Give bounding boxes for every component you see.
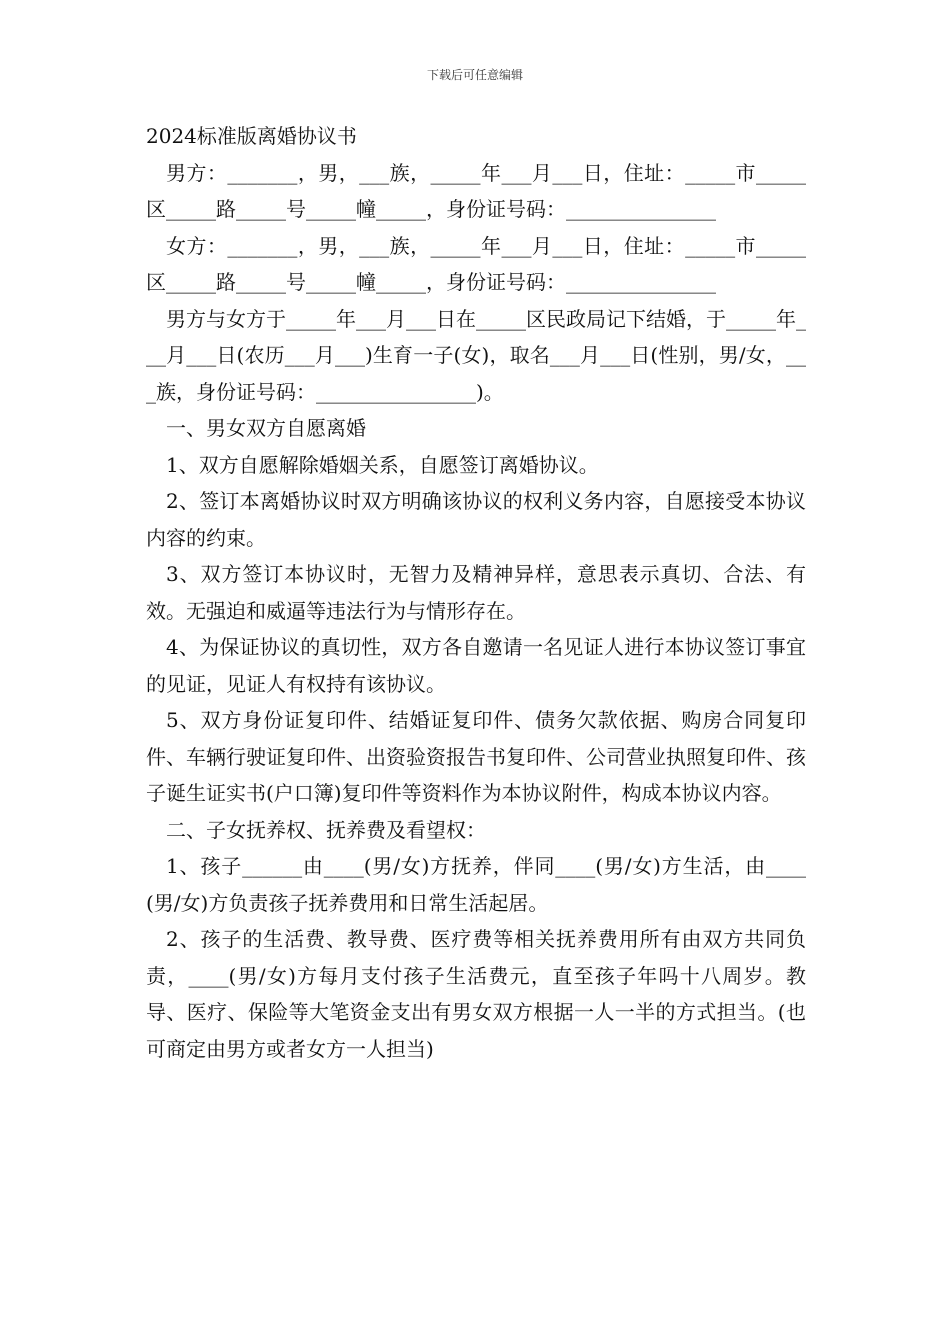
section-heading-divorce: 一、男女双方自愿离婚: [166, 416, 366, 440]
clause-1-5: 5、双方身份证复印件、结婚证复印件、债务欠款依据、购房合同复印件、车辆行驶证复印件、出资验资报告书复印件、公司营业执照复印件、孩子诞生证实书(户口簿)复印件等资料作为本协议附件，构成本协议内容。: [146, 708, 806, 805]
page-header: 下载后可任意编辑: [426, 68, 523, 82]
document-title: 2024标准版离婚协议书: [146, 124, 357, 148]
paragraph-female-party: 女方：_______，男，___族，_____年___月___日，住址：_____市_____区_____路_____号_____幢_____，身份证号码：_______________: [146, 233, 806, 294]
section-heading-custody: 二、子女抚养权、抚养费及看望权：: [166, 817, 486, 842]
clause-1-1: 1、双方自愿解除婚姻关系，自愿签订离婚协议。: [166, 452, 599, 477]
paragraph-marriage-info: 男方与女方于_____年___月___日在_____区民政局记下结婚，于_____年___月___日(农历___月___)生育一子(女)，取名___月___日(性别，男/女，___族，身份证号码：________________)。: [146, 306, 806, 404]
clause-1-4: 4、为保证协议的真切性，双方各自邀请一名见证人进行本协议签订事宜的见证，见证人有权持有该协议。: [146, 635, 806, 696]
clause-2-1: 1、孩子______由____(男/女)方抚养，伴同____(男/女)方生活，由____(男/女)方负责孩子抚养费用和日常生活起居。: [146, 854, 806, 915]
clause-2-2: 2、孩子的生活费、教导费、医疗费等相关抚养费用所有由双方共同负责，____(男/女)方每月支付孩子生活费元，直至孩子年吗十八周岁。教导、医疗、保险等大笔资金支出有男女双方根据一人一半的方式担当。(也可商定由男方或者女方一人担当): [146, 927, 806, 1061]
clause-1-3: 3、双方签订本协议时，无智力及精神异样，意思表示真切、合法、有效。无强迫和威逼等违法行为与情形存在。: [146, 562, 806, 623]
clause-1-2: 2、签订本离婚协议时双方明确该协议的权利义务内容，自愿接受本协议内容的约束。: [146, 489, 806, 550]
paragraph-male-party: 男方：_______，男，___族，_____年___月___日，住址：_____市_____区_____路_____号_____幢_____，身份证号码：_______________: [146, 160, 806, 221]
document-body: [146, 118, 806, 1067]
